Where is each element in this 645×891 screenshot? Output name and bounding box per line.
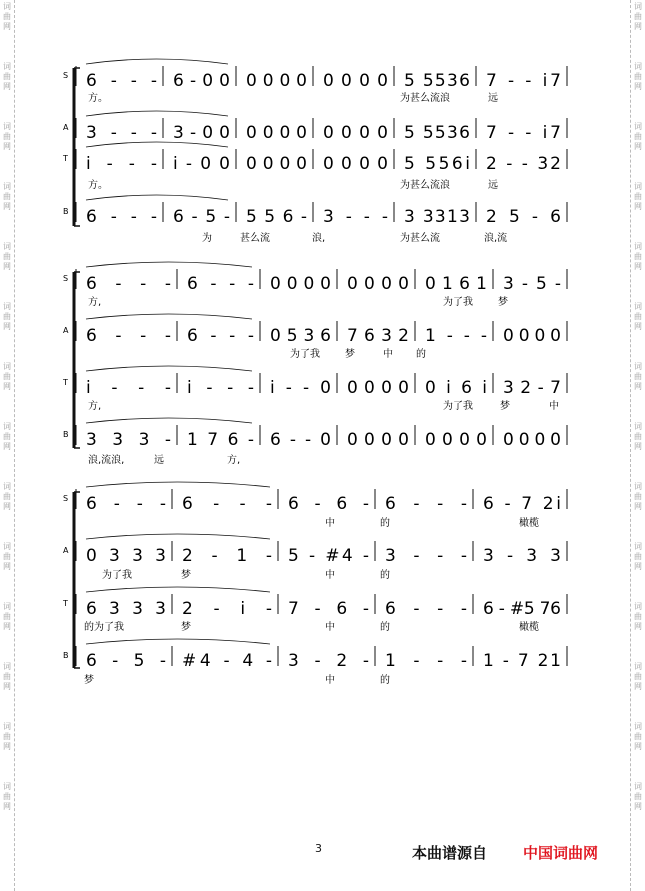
notation-measure: 0 0 0 0 <box>323 154 388 174</box>
notation-measure: 6 - - - <box>86 326 171 346</box>
page-number: 3 <box>315 842 322 855</box>
watermark-text: 词 曲 网 <box>3 542 11 571</box>
slur <box>86 59 228 64</box>
lyric-text: 方, <box>88 297 102 308</box>
lyric-text: 的 <box>380 622 390 633</box>
notation-measure: 5 - #4 - <box>288 546 369 566</box>
slur <box>86 195 228 200</box>
watermark-text: 词 曲 网 <box>3 302 11 331</box>
lyric-text: 梦 <box>345 349 355 360</box>
lyric-text: 为甚么流浪 <box>400 93 450 104</box>
voice-label: S <box>63 274 69 283</box>
notation-measure: 1 - - - <box>425 326 487 346</box>
notation-measure: 0 0 0 0 <box>425 430 487 450</box>
notation-measure: 6 - - - <box>86 274 171 294</box>
lyric-text: 梦 <box>181 622 191 633</box>
voice-label: T <box>63 154 68 163</box>
watermark-text: 词 曲 网 <box>3 722 11 751</box>
notation-measure: 0 5 3 6 <box>270 326 331 346</box>
notation-measure: 6 - - - <box>86 494 166 514</box>
notation-measure: 7 6 3 2 <box>347 326 409 346</box>
watermark-text: 词 曲 网 <box>3 122 11 151</box>
notation-measure: 3 - - - <box>86 123 157 143</box>
notation-measure: 2 - - 32 <box>486 154 561 174</box>
lyric-text: 中 <box>325 622 335 633</box>
notation-measure: 2 - i - <box>182 599 272 619</box>
notation-measure: 2 5 - 6 <box>486 207 561 227</box>
lyric-text: 浪,流 <box>484 233 508 244</box>
notation-measure: 0 0 0 0 <box>323 71 388 91</box>
watermark-text: 词 曲 网 <box>3 602 11 631</box>
voice-label: B <box>63 651 69 660</box>
lyric-text: 甚么流 <box>240 233 270 244</box>
lyric-text: 的 <box>380 518 390 529</box>
notation-measure: 7 - 6 - <box>288 599 369 619</box>
watermark-text: 词 曲 网 <box>3 182 11 211</box>
lyric-text: 中 <box>325 675 335 686</box>
slur <box>86 111 228 116</box>
watermark-text: 词 曲 网 <box>634 782 642 811</box>
slur <box>86 366 252 371</box>
notation-measure: 6 - - - <box>385 494 467 514</box>
notation-measure: 3 - - - <box>385 546 467 566</box>
lyric-text: 的为了我 <box>84 622 124 633</box>
notation-measure: 0 0 0 0 <box>246 71 307 91</box>
notation-measure: 6 - - - <box>86 71 157 91</box>
lyric-text: 为了我 <box>443 401 473 412</box>
watermark-text: 词 曲 网 <box>3 662 11 691</box>
notation-measure: 0 0 0 0 <box>347 378 409 398</box>
notation-measure: 5 5 6 - <box>246 207 307 227</box>
watermark-text: 词 曲 网 <box>634 362 642 391</box>
lyric-text: 浪,流浪, <box>88 455 125 466</box>
notation-measure: 0 i 6 i <box>425 378 487 398</box>
notation-measure: 3 2 - 7 <box>503 378 561 398</box>
notation-measure: 0 0 0 0 <box>323 123 388 143</box>
notation-measure: i - - - <box>187 378 254 398</box>
voice-label: T <box>63 599 68 608</box>
notation-measure: 6 - #5 76 <box>483 599 561 619</box>
notation-measure: 6 - 5 - <box>173 207 230 227</box>
watermark-text: 词 曲 网 <box>634 602 642 631</box>
notation-measure: 0 1 6 1 <box>425 274 487 294</box>
lyric-text: 远 <box>154 455 164 466</box>
slur <box>86 418 252 423</box>
notation-measure: 0 3 3 3 <box>86 546 166 566</box>
slur <box>86 482 270 487</box>
lyric-text: 为甚么流 <box>400 233 440 244</box>
notation-measure: 0 0 0 0 <box>347 274 409 294</box>
lyric-text: 梦 <box>181 570 191 581</box>
notation-measure: 5 5536 <box>404 123 470 143</box>
watermark-text: 词 曲 网 <box>634 542 642 571</box>
voice-label: A <box>63 546 69 555</box>
notation-measure: 0 0 0 0 <box>246 154 307 174</box>
watermark-text: 词 曲 网 <box>634 2 642 31</box>
voice-label: S <box>63 494 69 503</box>
notation-measure: 0 0 0 0 <box>503 326 561 346</box>
notation-measure: 6 3 3 3 <box>86 599 166 619</box>
lyric-text: 中 <box>325 570 335 581</box>
voice-label: S <box>63 71 69 80</box>
notation-measure: 6 - 7 2i <box>483 494 561 514</box>
voice-label: B <box>63 430 69 439</box>
lyric-text: 为了我 <box>102 570 132 581</box>
notation-measure: 3 - 5 - <box>503 274 561 294</box>
notation-measure: 6 - 6 - <box>288 494 369 514</box>
notation-measure: 0 0 0 0 <box>246 123 307 143</box>
lyric-text: 梦 <box>84 675 94 686</box>
slur <box>86 587 270 592</box>
notation-measure: #4 - 4 - <box>182 651 272 671</box>
notation-measure: 6 - - - <box>187 326 254 346</box>
notation-measure: 6 - - - <box>385 599 467 619</box>
lyric-text: 的 <box>416 349 426 360</box>
watermark-text: 词 曲 网 <box>3 422 11 451</box>
footer-site-name: 中国词曲网 <box>523 844 599 862</box>
notation-measure: 3 - 2 - <box>288 651 369 671</box>
lyric-text: 的 <box>380 570 390 581</box>
watermark-text: 词 曲 网 <box>3 482 11 511</box>
notation-measure: 6 - 0 0 <box>173 71 230 91</box>
lyric-text: 远 <box>488 180 498 191</box>
lyric-text: 远 <box>488 93 498 104</box>
slur <box>86 639 270 644</box>
notation-measure: 1 - - - <box>385 651 467 671</box>
notation-measure: i - - - <box>86 154 157 174</box>
watermark-text: 词 曲 网 <box>634 182 642 211</box>
notation-measure: 3 - - - <box>323 207 388 227</box>
notation-measure: 6 - - - <box>86 207 157 227</box>
notation-measure: i - - - <box>86 378 171 398</box>
lyric-text: 为了我 <box>290 349 320 360</box>
watermark-text: 词 曲 网 <box>634 242 642 271</box>
lyric-text: 为了我 <box>443 297 473 308</box>
watermark-text: 词 曲 网 <box>3 362 11 391</box>
notation-measure: 7 - - i7 <box>486 71 561 91</box>
lyric-text: 方。 <box>88 180 108 191</box>
watermark-text: 词 曲 网 <box>634 62 642 91</box>
notation-measure: 1 - 7 21 <box>483 651 561 671</box>
notation-measure: 6 - 5 - <box>86 651 166 671</box>
slur <box>86 314 252 319</box>
slur <box>86 534 270 539</box>
watermark-text: 词 曲 网 <box>3 2 11 31</box>
watermark-text: 词 曲 网 <box>634 662 642 691</box>
lyric-text: 方, <box>227 455 241 466</box>
footer-source-label: 本曲谱源自 <box>412 844 488 862</box>
watermark-text: 词 曲 网 <box>634 122 642 151</box>
notation-measure: 2 - 1 - <box>182 546 272 566</box>
watermark-text: 词 曲 网 <box>634 482 642 511</box>
lyric-text: 梦 <box>498 297 508 308</box>
notation-measure: 0 0 0 0 <box>503 430 561 450</box>
watermark-text: 词 曲 网 <box>634 422 642 451</box>
notation-measure: 0 0 0 0 <box>347 430 409 450</box>
lyric-text: 方, <box>88 401 102 412</box>
lyric-text: 浪, <box>312 233 326 244</box>
lyric-text: 梦 <box>500 401 510 412</box>
notation-measure: 5 556i <box>404 154 470 174</box>
watermark-text: 词 曲 网 <box>3 782 11 811</box>
notation-measure: i - 0 0 <box>173 154 230 174</box>
lyric-text: 为 <box>202 233 212 244</box>
notation-measure: 1 7 6 - <box>187 430 254 450</box>
lyric-text: 中 <box>549 401 559 412</box>
lyric-text: 中 <box>383 349 393 360</box>
notation-measure: 6 - - - <box>187 274 254 294</box>
slur <box>86 262 252 267</box>
notation-measure: 7 - - i7 <box>486 123 561 143</box>
voice-label: B <box>63 207 69 216</box>
notation-measure: 6 - - - <box>182 494 272 514</box>
voice-label: A <box>63 326 69 335</box>
watermark-text: 词 曲 网 <box>634 722 642 751</box>
watermark-text: 词 曲 网 <box>3 242 11 271</box>
lyric-text: 方。 <box>88 93 108 104</box>
lyric-text: 中 <box>325 518 335 529</box>
voice-label: A <box>63 123 69 132</box>
notation-measure: 0 0 0 0 <box>270 274 331 294</box>
notation-measure: 5 5536 <box>404 71 470 91</box>
watermark-text: 词 曲 网 <box>634 302 642 331</box>
watermark-text: 词 曲 网 <box>3 62 11 91</box>
voice-label: T <box>63 378 68 387</box>
notation-measure: 3 3 3 - <box>86 430 171 450</box>
lyric-text: 为甚么流浪 <box>400 180 450 191</box>
notation-measure: i - - 0 <box>270 378 331 398</box>
lyric-text: 橄榄 <box>519 518 539 529</box>
notation-measure: 3 - 3 3 <box>483 546 561 566</box>
notation-measure: 3 3313 <box>404 207 470 227</box>
notation-measure: 6 - - 0 <box>270 430 331 450</box>
lyric-text: 橄榄 <box>519 622 539 633</box>
lyric-text: 的 <box>380 675 390 686</box>
notation-measure: 3 - 0 0 <box>173 123 230 143</box>
